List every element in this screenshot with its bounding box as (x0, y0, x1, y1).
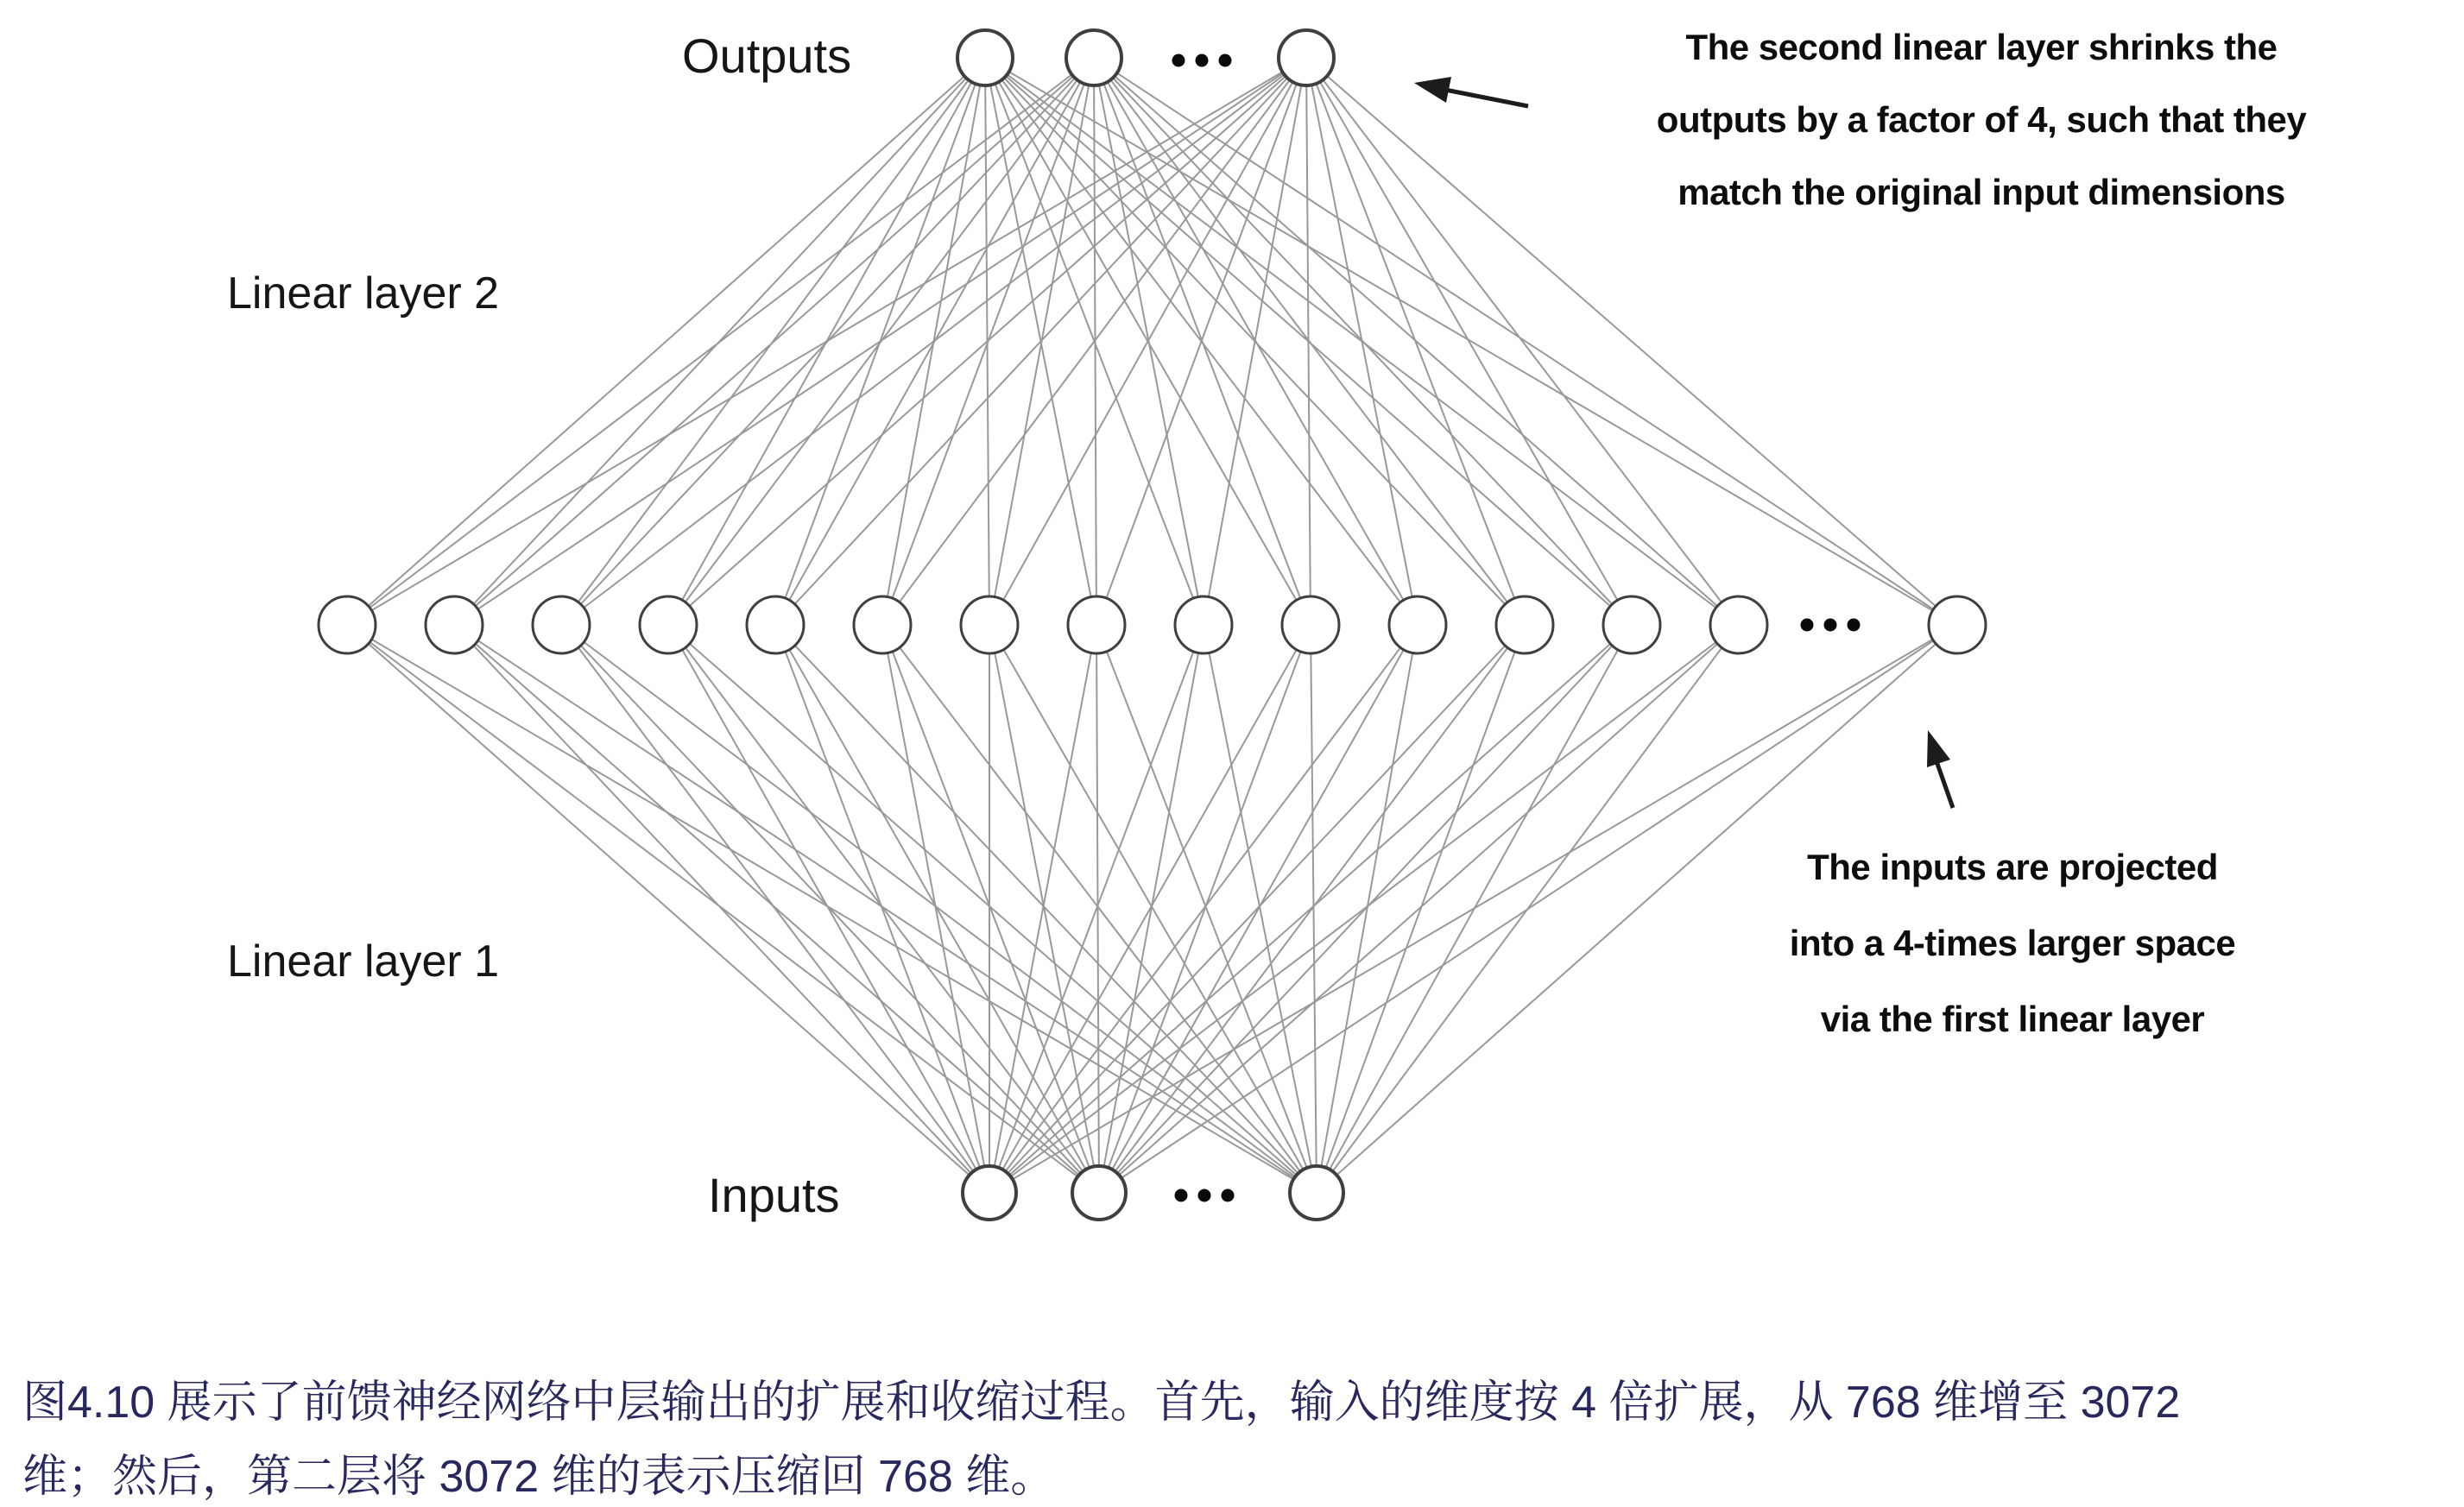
ellipsis-dot (1198, 1189, 1211, 1202)
edge-line (561, 625, 1099, 1193)
neuron-node (1175, 596, 1232, 653)
neuron-node (1068, 596, 1125, 653)
outputs-label: Outputs (682, 28, 852, 83)
annotation-line: The inputs are projected (1807, 847, 2218, 887)
neuron-node (1929, 596, 1986, 653)
edge-line (347, 58, 1306, 625)
edge-line (1204, 58, 1306, 625)
annotation-line: outputs by a factor of 4, such that they (1656, 99, 2307, 140)
neuron-node (533, 596, 590, 653)
edge-line (347, 58, 985, 625)
neuron-node (1290, 1166, 1343, 1220)
neuron-node (1603, 596, 1660, 653)
neuron-node (1389, 596, 1446, 653)
ellipsis-dot (1219, 54, 1232, 67)
caption-line-2: 维；然后，第二层将 3072 维的表示压缩回 768 维。 (22, 1452, 1056, 1502)
neuron-node (961, 596, 1018, 653)
ellipsis-dot (1824, 619, 1837, 632)
edge-line (1317, 625, 1525, 1193)
output-shrink-annotation (1554, 11, 2409, 229)
ellipsis-dot (1175, 1189, 1188, 1202)
edge-line (454, 58, 1094, 625)
neuron-node (1282, 596, 1339, 653)
edge-line (454, 58, 1306, 625)
neuron-node (1066, 30, 1121, 85)
annotation-line: via the first linear layer (1820, 999, 2205, 1039)
linear-layer-2-label: Linear layer 2 (227, 268, 500, 318)
edge-line (668, 625, 989, 1193)
neuron-node (319, 596, 376, 653)
inputs-label: Inputs (708, 1168, 840, 1222)
edge-line (775, 625, 1317, 1193)
edge-line (1099, 625, 1311, 1193)
neuron-node (640, 596, 697, 653)
edge-line (1099, 625, 1632, 1193)
edge-line (1306, 58, 1418, 625)
annotation-line: into a 4-times larger space (1789, 923, 2236, 963)
neuron-node (426, 596, 483, 653)
edge-line (1317, 625, 1739, 1193)
edge-line (454, 625, 1099, 1193)
arrow-to-output-node-icon (1414, 77, 1528, 106)
arrow-to-input-node-icon (1927, 730, 1953, 808)
neuron-node (1072, 1166, 1126, 1220)
neuron-node (1710, 596, 1767, 653)
edge-line (1099, 625, 1418, 1193)
neuron-node (747, 596, 804, 653)
input-projection-annotation (1728, 829, 2297, 1057)
edge-line (989, 625, 1525, 1193)
edge-line (668, 625, 1099, 1193)
annotation-line: match the original input dimensions (1677, 172, 2285, 212)
edge-line (347, 625, 989, 1193)
annotation-line: The second linear layer shrinks the (1685, 27, 2278, 67)
edge-line (668, 58, 1306, 625)
edge-line (882, 625, 989, 1193)
edge-line (347, 625, 1099, 1193)
ellipsis-dot (1222, 1189, 1235, 1202)
figure-caption (22, 1365, 2180, 1507)
neuron-node (1496, 596, 1553, 653)
caption-line-1: 图4.10 展示了前馈神经网络中层输出的扩展和收缩过程。首先，输入的维度按 4 倍扩展，从 768 维增至 3072 (22, 1378, 2181, 1428)
ellipsis-dot (1196, 54, 1209, 67)
edge-line (989, 58, 1306, 625)
edge-line (561, 58, 1306, 625)
linear-layer-1-label: Linear layer 1 (227, 936, 500, 987)
edge-line (1099, 625, 1739, 1193)
neuron-node (854, 596, 911, 653)
edge-line (882, 625, 1099, 1193)
ellipsis-dot (1801, 619, 1814, 632)
edge-line (1317, 625, 1418, 1193)
ellipsis-dot (1848, 619, 1861, 632)
ellipsis-dot (1172, 54, 1185, 67)
edge-line (775, 58, 1306, 625)
edge-line (1096, 625, 1317, 1193)
edge-line (1096, 58, 1306, 625)
neuron-node (1279, 30, 1334, 85)
edge-line (668, 625, 1317, 1193)
neuron-node (963, 1166, 1016, 1220)
edge-line (347, 58, 1094, 625)
edge-line (775, 625, 989, 1193)
edge-line (989, 625, 1632, 1193)
neuron-node (957, 30, 1013, 85)
edge-line (775, 625, 1099, 1193)
edge-line (1306, 58, 1525, 625)
